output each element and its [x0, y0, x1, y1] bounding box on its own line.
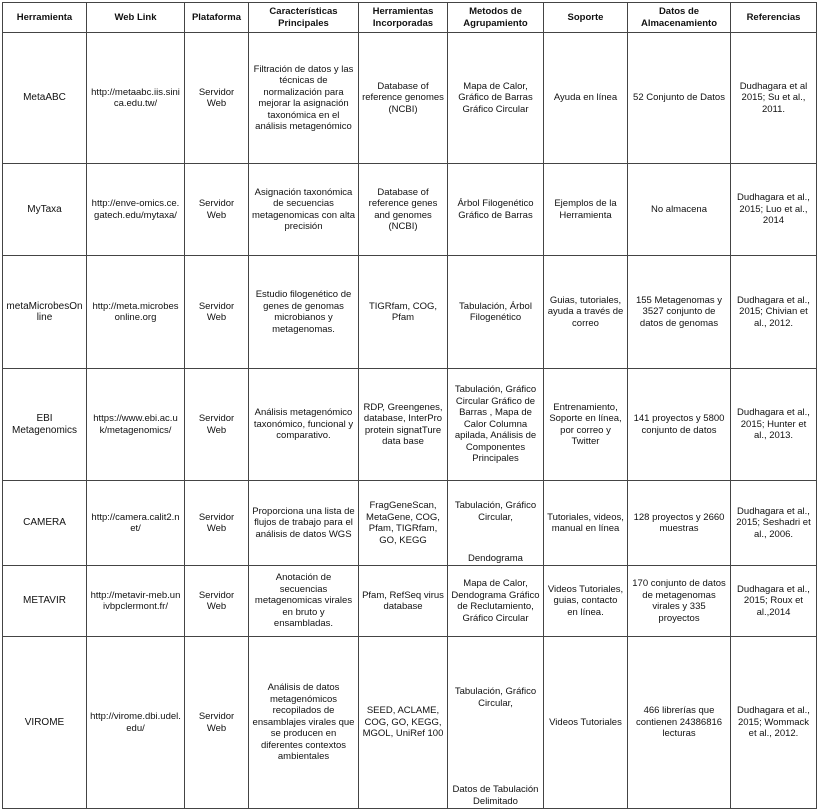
- header-link: Web Link: [87, 3, 185, 33]
- tool-name: METAVIR: [3, 566, 87, 637]
- table-row: [3, 33, 817, 164]
- table-row: [3, 481, 817, 566]
- support-cell: Tutoriales, videos, manual en línea: [544, 481, 628, 566]
- methods-cell: Tabulación, Árbol Filogenético: [448, 256, 544, 369]
- table-row: [3, 369, 817, 481]
- table-row: [3, 256, 817, 369]
- web-link[interactable]: https://www.ebi.ac.uk/metagenomics/: [87, 369, 185, 481]
- platform-cell: Servidor Web: [185, 369, 249, 481]
- features-cell: Análisis metagenómico taxonómico, funcional y comparativo.: [249, 369, 359, 481]
- refs-cell: Dudhagara et al., 2015; Wommack et al., 2012.: [731, 637, 817, 809]
- tools-cell: FragGeneScan, MetaGene, COG, Pfam, TIGRfam, GO, KEGG: [359, 481, 448, 566]
- web-link[interactable]: http://camera.calit2.net/: [87, 481, 185, 566]
- tool-name: MetaABC: [3, 33, 87, 164]
- header-storage: Datos de Almacenamiento: [628, 3, 731, 33]
- methods-top: Tabulación, Gráfico Circular,: [454, 686, 537, 709]
- tools-cell: Database of reference genes and genomes (NCBI): [359, 164, 448, 256]
- features-cell: Proporciona una lista de flujos de trabajo para el análisis de datos WGS: [249, 481, 359, 566]
- platform-cell: Servidor Web: [185, 481, 249, 566]
- platform-cell: Servidor Web: [185, 256, 249, 369]
- header-platform: Plataforma: [185, 3, 249, 33]
- platform-cell: Servidor Web: [185, 637, 249, 809]
- header-methods: Metodos de Agrupamiento: [448, 3, 544, 33]
- table-row: [3, 164, 817, 256]
- features-cell: Estudio filogenético de genes de genomas microbianos y metagenomas.: [249, 256, 359, 369]
- table-row: [3, 637, 817, 809]
- header-tool: Herramienta: [3, 3, 87, 33]
- features-cell: Anotación de secuencias metagenomicas virales en bruto y ensambladas.: [249, 566, 359, 637]
- support-cell: Entrenamiento, Soporte en línea, por correo y Twitter: [544, 369, 628, 481]
- storage-cell: 466 librerías que contienen 24386816 lecturas: [628, 637, 731, 809]
- support-cell: Guias, tutoriales, ayuda a través de correo: [544, 256, 628, 369]
- methods-cell: [448, 637, 544, 809]
- support-cell: Videos Tutoriales: [544, 637, 628, 809]
- tools-table: [2, 2, 817, 809]
- refs-cell: Dudhagara et al., 2015; Roux et al.,2014: [731, 566, 817, 637]
- features-cell: Asignación taxonómica de secuencias metagenomicas con alta precisión: [249, 164, 359, 256]
- tool-name: VIROME: [3, 637, 87, 809]
- methods-cell: Mapa de Calor, Dendograma Gráfico de Reclutamiento, Gráfico Circular: [448, 566, 544, 637]
- storage-cell: 141 proyectos y 5800 conjunto de datos: [628, 369, 731, 481]
- tool-name: EBI Metagenomics: [3, 369, 87, 481]
- features-cell: Filtración de datos y las técnicas de normalización para mejorar la asignación taxonómica en el análisis metagenómico: [249, 33, 359, 164]
- web-link[interactable]: http://virome.dbi.udel.edu/: [87, 637, 185, 809]
- tools-cell: SEED, ACLAME, COG, GO, KEGG, MGOL, UniRef 100: [359, 637, 448, 809]
- platform-cell: Servidor Web: [185, 566, 249, 637]
- features-cell: Análisis de datos metagenómicos recopilados de ensamblajes virales que se producen en diferentes contextos ambientales: [249, 637, 359, 809]
- storage-cell: 155 Metagenomas y 3527 conjunto de datos de genomas: [628, 256, 731, 369]
- web-link[interactable]: http://meta.microbesonline.org: [87, 256, 185, 369]
- support-cell: Videos Tutoriales, guias, contacto en línea.: [544, 566, 628, 637]
- refs-cell: Dudhagara et al., 2015; Luo et al., 2014: [731, 164, 817, 256]
- methods-top: Tabulación, Gráfico Circular,: [454, 500, 537, 523]
- methods-stack: [451, 482, 540, 564]
- header-support: Soporte: [544, 3, 628, 33]
- header-row: [3, 3, 817, 33]
- platform-cell: Servidor Web: [185, 164, 249, 256]
- web-link[interactable]: http://metavir-meb.univbpclermont.fr/: [87, 566, 185, 637]
- tools-cell: RDP, Greengenes, database, InterPro protein signatTure data base: [359, 369, 448, 481]
- web-link[interactable]: http://metaabc.iis.sinica.edu.tw/: [87, 33, 185, 164]
- refs-cell: Dudhagara et al., 2015; Hunter et al., 2013.: [731, 369, 817, 481]
- tools-cell: Pfam, RefSeq virus database: [359, 566, 448, 637]
- tools-cell: Database of reference genomes (NCBI): [359, 33, 448, 164]
- web-link[interactable]: http://enve-omics.ce.gatech.edu/mytaxa/: [87, 164, 185, 256]
- header-tools: Herramientas Incorporadas: [359, 3, 448, 33]
- tool-name: metaMicrobesOnline: [3, 256, 87, 369]
- methods-stack: [451, 638, 540, 807]
- storage-cell: No almacena: [628, 164, 731, 256]
- storage-cell: 170 conjunto de datos de metagenomas virales y 335 proyectos: [628, 566, 731, 637]
- methods-cell: Tabulación, Gráfico Circular Gráfico de Barras , Mapa de Calor Columna apilada, Análisis de Componentes Principales: [448, 369, 544, 481]
- tools-cell: TIGRfam, COG, Pfam: [359, 256, 448, 369]
- storage-cell: 52 Conjunto de Datos: [628, 33, 731, 164]
- platform-cell: Servidor Web: [185, 33, 249, 164]
- tool-name: CAMERA: [3, 481, 87, 566]
- methods-bottom: Datos de Tabulación Delimitado: [452, 784, 539, 807]
- refs-cell: Dudhagara et al., 2015; Seshadri et al., 2006.: [731, 481, 817, 566]
- header-features: Características Principales: [249, 3, 359, 33]
- methods-cell: Mapa de Calor, Gráfico de Barras Gráfico Circular: [448, 33, 544, 164]
- support-cell: Ayuda en línea: [544, 33, 628, 164]
- methods-cell: Árbol Filogenético Gráfico de Barras: [448, 164, 544, 256]
- methods-cell: [448, 481, 544, 566]
- storage-cell: 128 proyectos y 2660 muestras: [628, 481, 731, 566]
- support-cell: Ejemplos de la Herramienta: [544, 164, 628, 256]
- refs-cell: Dudhagara et al 2015; Su et al., 2011.: [731, 33, 817, 164]
- methods-bottom: Dendograma: [468, 552, 523, 564]
- header-refs: Referencias: [731, 3, 817, 33]
- tool-name: MyTaxa: [3, 164, 87, 256]
- table-row: [3, 566, 817, 637]
- refs-cell: Dudhagara et al., 2015; Chivian et al., 2012.: [731, 256, 817, 369]
